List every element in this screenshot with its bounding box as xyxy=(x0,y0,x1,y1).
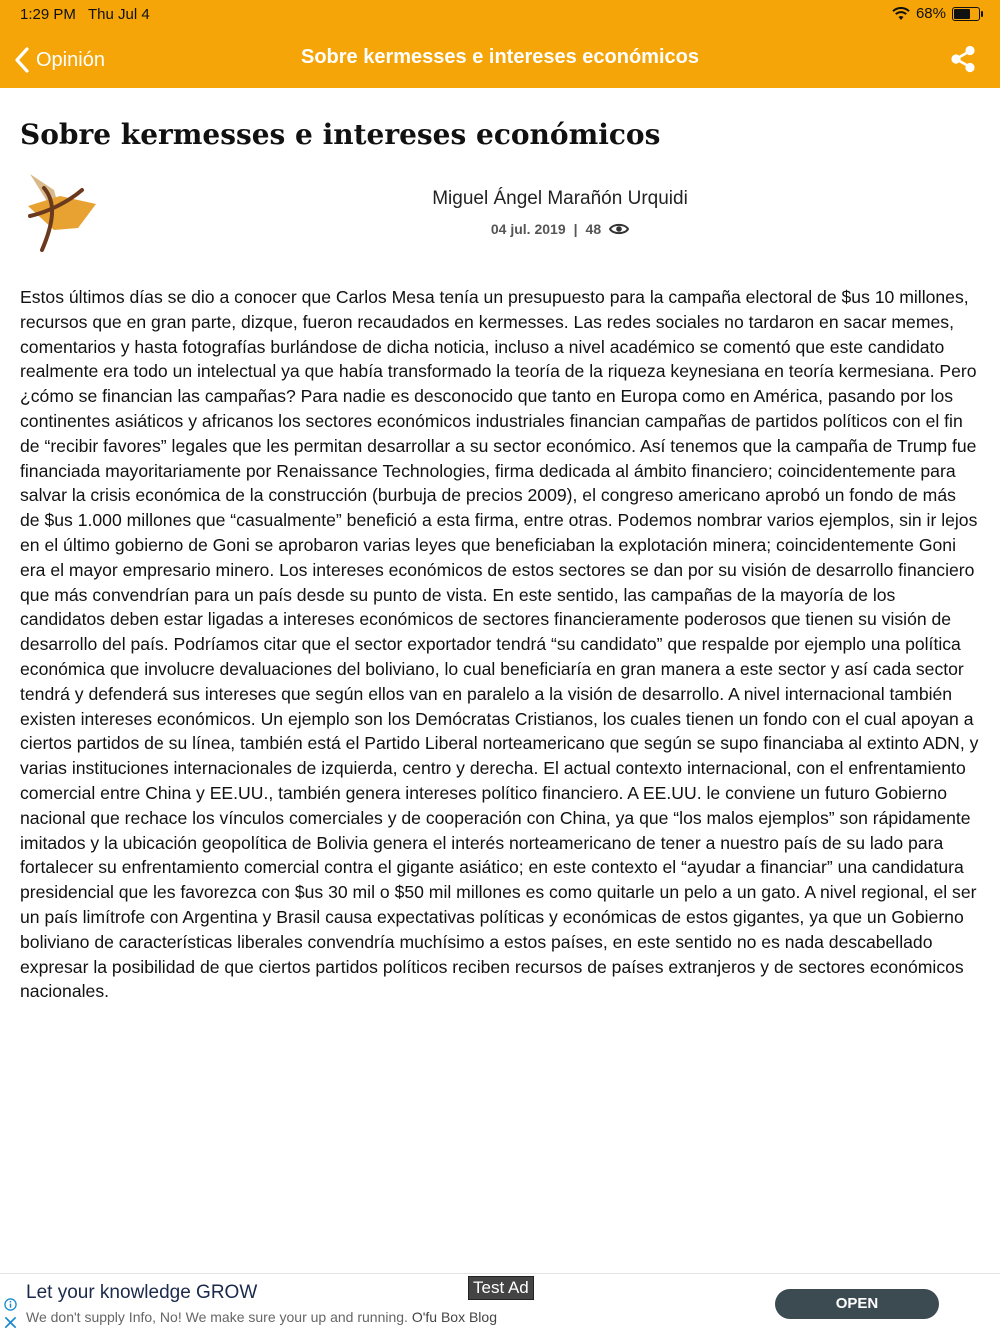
share-button[interactable] xyxy=(948,44,978,74)
ad-open-button[interactable]: OPEN xyxy=(775,1289,939,1319)
ad-banner[interactable] xyxy=(0,1273,1000,1335)
back-button[interactable] xyxy=(14,44,105,76)
chevron-left-icon xyxy=(14,47,30,73)
share-icon xyxy=(948,44,978,74)
article-title: Sobre kermesses e intereses económicos xyxy=(20,118,661,151)
nav-title: Sobre kermesses e intereses económicos xyxy=(301,46,699,68)
close-icon[interactable] xyxy=(4,1316,17,1329)
ad-description: We don't supply Info, No! We make sure your up and running. xyxy=(26,1309,408,1325)
battery-fill xyxy=(954,9,970,19)
ad-headline[interactable]: Let your knowledge GROW xyxy=(26,1282,258,1303)
ad-subtext xyxy=(26,1309,497,1325)
article-meta xyxy=(360,221,760,237)
status-date: Thu Jul 4 xyxy=(88,6,150,23)
article-views: 48 xyxy=(585,221,602,237)
back-button-label: Opinión xyxy=(36,48,105,71)
eye-icon xyxy=(609,222,629,236)
status-time: 1:29 PM xyxy=(20,6,76,23)
ad-test-badge: Test Ad xyxy=(468,1276,534,1300)
info-icon[interactable] xyxy=(4,1298,17,1311)
status-bar xyxy=(0,0,1000,28)
status-indicators xyxy=(892,5,980,22)
meta-separator: | xyxy=(573,221,578,237)
article-author: Miguel Ángel Marañón Urquidi xyxy=(432,188,688,209)
wifi-icon xyxy=(892,7,910,21)
article-body: Estos últimos días se dio a conocer que Carlos Mesa tenía un presupuesto para la campaña electoral de $us 10 millones, recursos que en gran parte, dizque, fueron recaudados en kermesses. Las redes sociales no tardaron en sacar memes, comentarios y hasta fotografías burlándose de dicha noticia, incluso a nivel académico se comentó que este candidato realmente era todo un intelectual ya que había transformado la teoría de la riqueza keynesiana en teoría kermesiana. Pero ¿cómo se financian las campañas? Para nadie es desconocido que tanto en Europa como en América, pasando por los continentes asiáticos y africanos los sectores económicos industriales financian campañas de partidos políticos con el fin de “recibir favores” legales que les permitan desarrollar a su sector económico. Así tenemos que la campaña de Trump fue financiada mayoritariamente por Renaissance Technologies, firma dedicada al ámbito financiero; coincidentemente para salvar la crisis económica de la construcción (burbuja de precios 2009), el congreso americano aprobó un fondo de más de $us 1.000 millones que “casualmente” benefició a esta firma, entre otras. Podemos nombrar varios ejemplos, sin ir lejos en el último gobierno de Goni se aprobaron varias leyes que beneficiaban la explotación minera; coincidentemente Goni era el mayor empresario minero. Los intereses económicos de estos sectores se dan por su visión de desarrollo financiero que más convendrían para un país desde su punto de vista. En este sentido, las campañas de la mayoría de los candidatos deben estar ligadas a intereses económicos de sectores financieramente poderosos que tienen su visión de desarrollo del país. Podríamos citar que el sector exportador tendrá “su candidato” que respalde por ejemplo una política económica que involucre devaluaciones del boliviano, lo cual beneficiaría en gran manera a este sector y así cada sector tendrá y defenderá sus intereses que según ellos van en paralelo a la visión de desarrollo. A nivel internacional también existen intereses económicos. Un ejemplo son los Demócratas Cristianos, los cuales tienen un fondo con el cual apoyan a ciertos partidos de su línea, también está el Partido Liberal norteamericano que según se supo financiaba al extinto ADN, y varias instituciones internacionales de izquierda, centro y derecha. El actual contexto internacional, con el enfrentamiento comercial entre China y EE.UU., también genera intereses político financiero. A EE.UU. le conviene un futuro Gobierno nacional que rechace los vínculos comerciales y de cooperación con China, ya que “los malos ejemplos” son rápidamente imitados y la ubicación geopolítica de Bolivia genera el interés norteamericano de tener a nuestro país de su lado para fortalecer su enfrentamiento comercial contra el gigante asiático; en este contexto el “ayudar a financiar” una candidatura presidencial que les favorezca con $us 30 mil o $50 mil millones es como quitarle un pelo a un gato. A nivel regional, el ser un país limítrofe con Argentina y Brasil causa expectativas políticas y económicas de estos gigantes, ya que un Gobierno boliviano de características liberales convendría muchísimo a estos países, en este sentido no es nada descabellado expresar la posibilidad de que ciertos partidos políticos reciben recursos de países extranjeros y de sectores económicos nacionales. xyxy=(20,287,979,1002)
battery-icon xyxy=(952,7,980,21)
ad-advertiser: O'fu Box Blog xyxy=(411,1309,497,1325)
top-bar xyxy=(0,0,1000,88)
author-logo xyxy=(24,168,98,254)
battery-percent: 68% xyxy=(915,5,946,22)
article-date: 04 jul. 2019 xyxy=(490,221,566,237)
publication-logo-icon xyxy=(24,168,98,254)
